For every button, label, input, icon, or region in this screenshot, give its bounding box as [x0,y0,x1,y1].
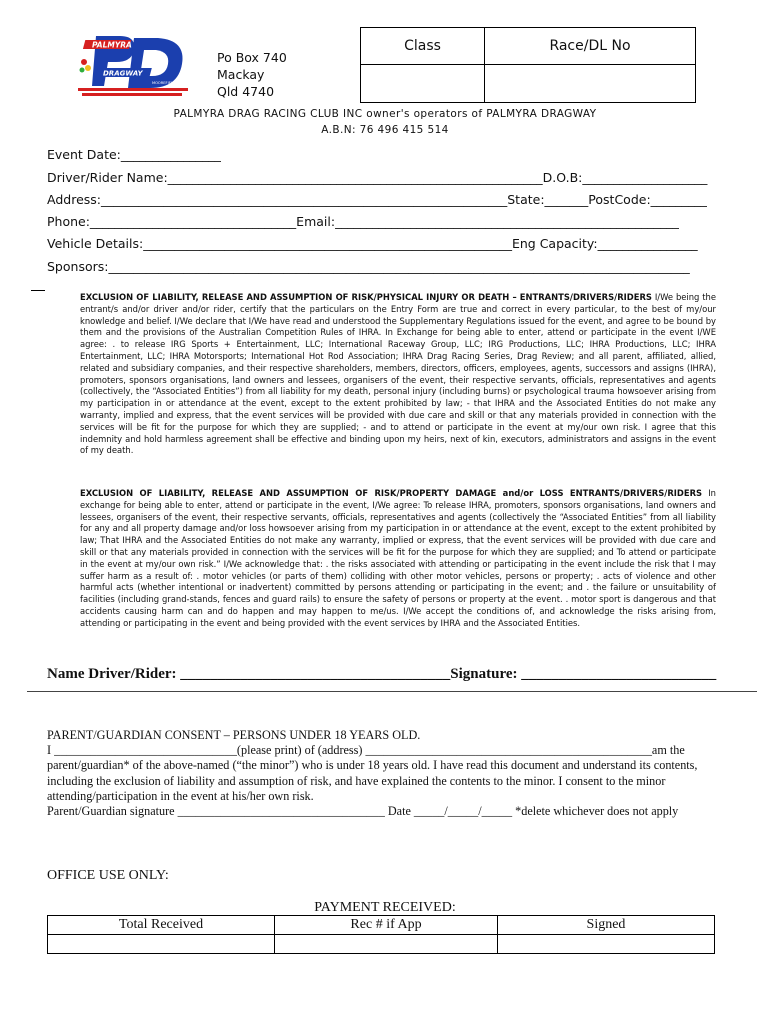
rec-number-header: Rec # if App [275,916,498,935]
vehicle-field[interactable]: Vehicle Details:___________________________________________________________Eng Capacity:________________ [47,236,698,251]
payment-table [47,915,715,954]
total-received-cell[interactable] [48,935,275,954]
class-cell[interactable] [361,65,485,103]
total-received-header: Total Received [48,916,275,935]
svg-text:PALMYRA: PALMYRA [92,40,132,50]
parent-consent-section [47,728,722,819]
liability-clause-property [80,488,716,630]
office-use-label: OFFICE USE ONLY: [47,868,169,883]
sponsors-field[interactable]: Sponsors:_____________________________________________________________________________________________ [47,259,690,274]
event-date-field[interactable]: Event Date:________________ [47,147,221,162]
class-header: Class [361,28,485,65]
address-line-1: Po Box 740 [217,50,287,65]
consent-signature[interactable]: Parent/Guardian signature __________________________________ Date _____/_____/_____ *delete whichever does not apply [47,804,679,819]
liability-clause-injury [80,292,716,457]
clause-property-title: EXCLUSION OF LIABILITY, RELEASE AND ASSUMPTION OF RISK/PROPERTY DAMAGE and/or LOSS ENTRANTS/DRIVERS/RIDERS [80,488,703,498]
clause-injury-title: EXCLUSION OF LIABILITY, RELEASE AND ASSUMPTION OF RISK/PHYSICAL INJURY OR DEATH – ENTRANTS/DRIVERS/RIDERS [80,292,652,302]
margin-dash [31,290,45,291]
signed-cell[interactable] [498,935,715,954]
class-race-table [360,27,696,103]
abn-line: A.B.N: 76 496 415 514 [321,124,449,136]
driver-rider-field[interactable]: Driver/Rider Name:____________________________________________________________D.O.B:____________________ [47,170,708,185]
address-line-3: Qld 4740 [217,84,275,99]
consent-title: PARENT/GUARDIAN CONSENT – PERSONS UNDER 18 YEARS OLD. [47,728,421,742]
palmyra-dragway-logo [78,30,190,100]
clause-injury-body: I/We being the entrant/s and/or driver and/or rider, certify that the particulars on the Entry Form are true and correct in every particular, to the best of my/our knowledge and belief. I/We declare that I/We have read and understood the Supplementary Regulations issued for the event, and agree to be bound by them and the provisions of the Australian Competition Rules of IHRA. In Exchange for being able to enter, attend or participate in the event I/WE agree: . to release IRG Sports + Entertainment, LLC; International Raceway Group, LLC; IRG Productions, LLC; IHRA Productions, LLC; IHRA Entertainment, LLC; IHRA Motorsports; International Hot Rod Association; IHRA Drag Racing Series, Drag Review; and all parent, affiliated, allied, related and subsidiary companies, and their respective shareholders, members, directors, officers, employees, agents, successors and assigns (IHRA), promoters, sponsors organisations, land owners and lessees, organisers of the event, their respective servants, officials, representatives and agents (collectively, the “Associated Entities”) from all liability for my death, personal injury (including burns) or psychological trauma howsoever arising from my participation in or attendance at the event, except to the extent prohibited by law; - that IHRA and the Associated Entities do not make any warranty, implied and express, that the event services will be provided with due care and skill or that any materials provided in connection with the services will be fit for the purpose for which they are supplied; - and to attend or participate in the event at my/our own risk. I agree that this indemnity and hold harmless agreement shall be effective and binding upon my heirs, next of kin, executors, administrators and assigns in the event of my death. [80,292,717,456]
consent-body[interactable]: I ______________________________(please print) of (address) _______________________________________________am the parent/guardian* of the above-named (“the minor”) who is under 18 years old. I have read this document and understand its contents, including the exclusion of liability and assumption of risk, and have explained the contents to the minor. I consent to the minor attending/participation in the event at his/her own risk. [47,743,698,803]
address-line-2: Mackay [217,67,265,82]
rec-number-cell[interactable] [275,935,498,954]
phone-email-field[interactable]: Phone:_________________________________Email:_______________________________________________________ [47,214,679,229]
race-dl-cell[interactable] [485,65,696,103]
svg-text:DRAGWAY: DRAGWAY [103,69,143,78]
svg-text:MOOREFIELD: MOOREFIELD [152,81,176,85]
payment-received-label: PAYMENT RECEIVED: [314,900,456,915]
club-line: PALMYRA DRAG RACING CLUB INC owner's operators of PALMYRA DRAGWAY [173,108,597,120]
name-signature-line[interactable]: Name Driver/Rider: ____________________________________Signature: __________________________ [47,666,717,682]
clause-property-body: In exchange for being able to enter, attend or participate in the event, I/We agree: To release IHRA, promoters, sponsors organisations, land owners and lessees, organisers of the event, their respective servants, officials, representatives and agents (collectively the “Associated Entities” from all liability for any and all property damage and/or loss howsoever arising from my participation in or attendance at the event, except to the extent prohibited by law; That IHRA and the Associated Entities do not make any warranty, implied or express, that the event services will be provided with due care and skill or that any materials provided in connection with the services will be fit for the purpose for which they are supplied; and To attend or participate in the event at my/our own risk.” I/We acknowledge that: . the risks associated with attending or participating in the event include the risk that I may suffer harm as a result of: . motor vehicles (or parts of them) colliding with other motor vehicles, persons or property; . acts of violence and other harmful acts (whether intentional or inadvertent) committed by persons attending or participating in the event; and . the failure or unsuitability of facilities (including grand-stands, fences and guard rails) to ensure the safety of persons or property at the event. . motor sport is dangerous and that accidents causing harm can and do happen and may happen to me/us. I/We accept the conditions of, and acknowledge the risks arising from, attending or participating in the event and being provided with the event services by IHRA and the Associated Entities. [80,488,716,628]
race-dl-header: Race/DL No [485,28,696,65]
address-field[interactable]: Address:_________________________________________________________________State:_______PostCode:_________ [47,192,707,207]
section-divider [27,691,757,692]
signed-header: Signed [498,916,715,935]
